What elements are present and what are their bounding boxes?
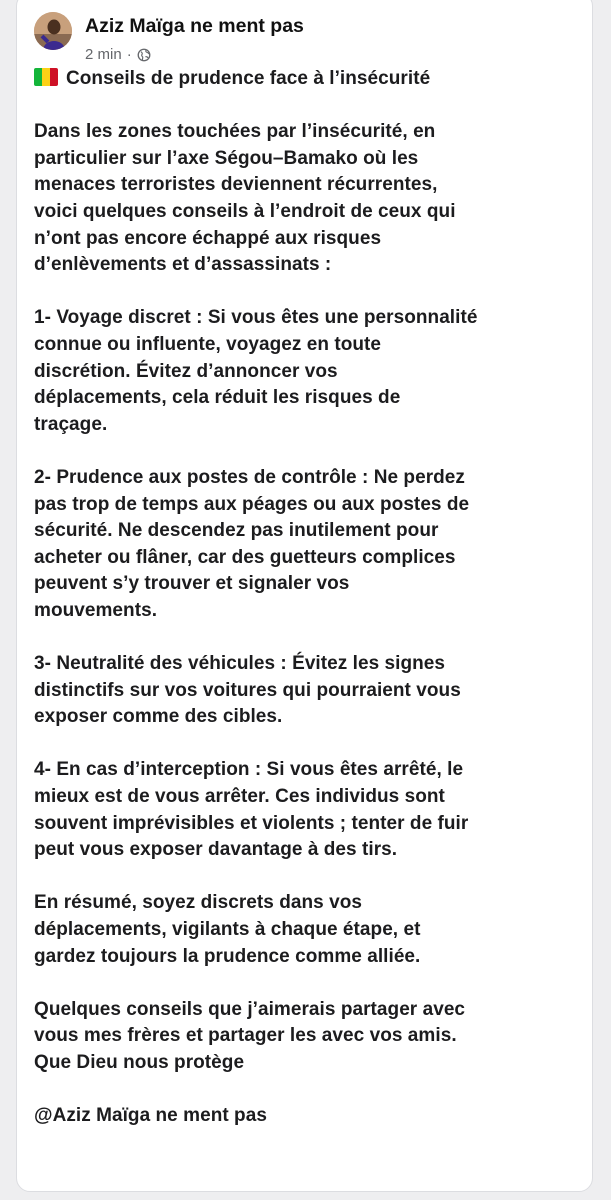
text-line: n’ont pas encore échappé aux risques [34, 227, 382, 249]
text-line: traçage. [34, 413, 108, 435]
text-line: déplacements, cela réduit les risques de [34, 387, 401, 409]
text-line: menaces terroristes deviennent récurrentes, [34, 174, 438, 196]
post-paragraph [34, 119, 584, 279]
avatar[interactable] [34, 12, 72, 50]
post-paragraph [34, 997, 584, 1077]
post-paragraph [34, 305, 584, 438]
text-line: En résumé, soyez discrets dans vos [34, 892, 363, 914]
text-line: peut vous exposer davantage à des tirs. [34, 839, 398, 861]
globe-icon[interactable] [137, 48, 151, 62]
text-line: 4- En cas d’interception : Si vous êtes arrêté, le [34, 759, 464, 781]
text-line: discrétion. Évitez d’annoncer vos [34, 360, 338, 382]
post-paragraph [34, 465, 584, 625]
text-line: Que Dieu nous protège [34, 1051, 245, 1073]
text-line: distinctifs sur vos voitures qui pourraient vous [34, 679, 461, 701]
text-line: voici quelques conseils à l’endroit de ceux qui [34, 200, 456, 222]
text-line: Dans les zones touchées par l’insécurité, en [34, 121, 436, 143]
post-title: Conseils de prudence face à l’insécurité [66, 68, 431, 89]
post-signature [34, 1103, 584, 1130]
text-line: gardez toujours la prudence comme alliée. [34, 945, 421, 967]
text-line: 2- Prudence aux postes de contrôle : Ne perdez [34, 466, 465, 488]
text-line: mieux est de vous arrêter. Ces individus sont [34, 786, 445, 808]
text-line: déplacements, vigilants à chaque étape, et [34, 919, 421, 940]
text-line: 3- Neutralité des véhicules : Évitez les signes [34, 653, 446, 675]
post-paragraph [34, 651, 584, 731]
text-line: Quelques conseils que j’aimerais partager avec [34, 998, 466, 1020]
text-line: @Aziz Maïga ne ment pas [34, 1105, 267, 1127]
text-line: sécurité. Ne descendez pas inutilement pour [34, 520, 439, 542]
text-line: mouvements. [34, 599, 158, 621]
mali-flag-icon [34, 68, 58, 86]
post-paragraph [34, 890, 584, 970]
post-card [16, 0, 593, 1192]
post-header [34, 12, 574, 63]
post-title-line [34, 66, 584, 93]
text-line: exposer comme des cibles. [34, 706, 283, 728]
avatar-image [34, 12, 72, 50]
meta-separator: · [126, 46, 132, 63]
post-time[interactable]: 2 min [85, 46, 122, 63]
text-line: peuvent s’y trouver et signaler vos [34, 573, 350, 595]
text-line: pas trop de temps aux péages ou aux postes de [34, 493, 470, 515]
post-paragraphs [34, 119, 584, 1130]
text-line: vous mes frères et partager les avec vos amis. [34, 1025, 457, 1047]
text-line: souvent imprévisibles et violents ; tenter de fuir [34, 812, 469, 834]
text-line: connue ou influente, voyagez en toute [34, 333, 382, 355]
post-meta [85, 46, 151, 63]
text-line: acheter ou flâner, car des guetteurs complices [34, 546, 456, 568]
post-text [34, 66, 584, 1130]
text-line: d’enlèvements et d’assassinats : [34, 254, 332, 276]
text-line: 1- Voyage discret : Si vous êtes une personnalité [34, 307, 478, 329]
text-line: particulier sur l’axe Ségou–Bamako où les [34, 147, 419, 169]
post-paragraph [34, 757, 584, 863]
author-name[interactable]: Aziz Maïga ne ment pas [85, 15, 304, 37]
